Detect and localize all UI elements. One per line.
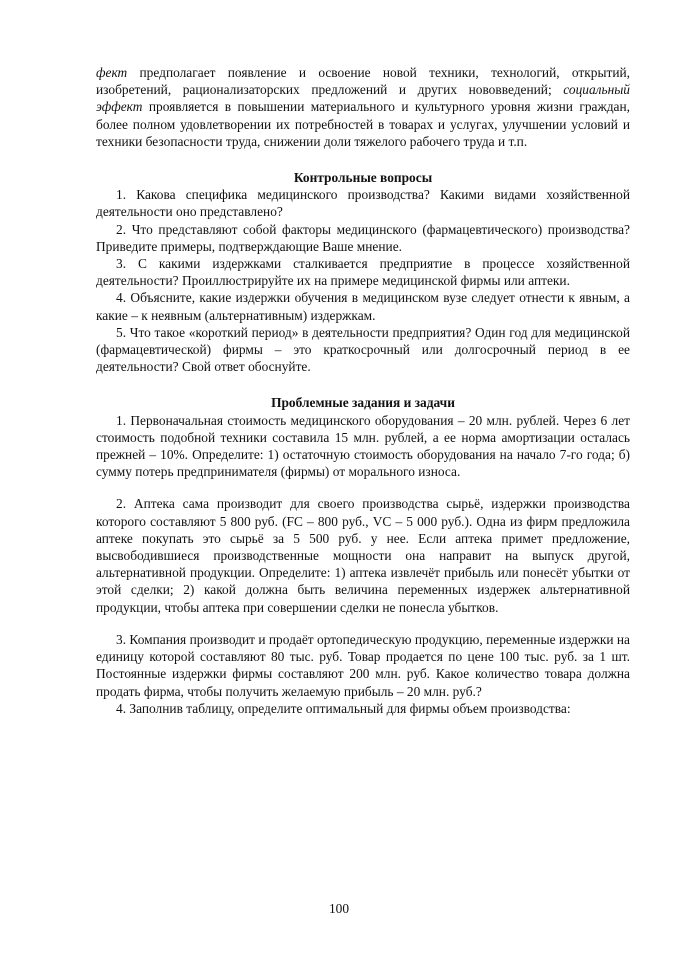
question-3: 3. С какими издержками сталкивается предприятие в процессе хозяйственной деятельности? Проиллюстрируйте их на примере медицинской фирмы или аптеки.	[96, 256, 630, 289]
task-2: 2. Аптека сама производит для своего производства сырьё, издержки производства которого составляют 5 800 руб. (FC – 800 руб., VC – 5 000 руб.). Одна из фирм предложила аптеке покупать это сырьё за 5 500 руб. у нее. Если аптека примет предложение, высвободившиеся производственные мощности она направит на выпуск другой, альтернативной продукции. Определите: 1) аптека извлечёт прибыль или понесёт убытки от этой сделки; 2) какой должна быть величина переменных издержек альтернативной продукции, чтобы аптека при совершении сделки не понесла убытков.	[96, 496, 630, 615]
page-content	[96, 64, 630, 717]
intro-italic-1: фект	[96, 65, 128, 80]
question-2: 2. Что представляют собой факторы медицинского (фармацевтического) производства? Приведите примеры, подтверждающие Ваше мнение.	[96, 221, 630, 254]
question-4: 4. Объясните, какие издержки обучения в медицинском вузе следует отнести к явным, а какие – к неявным (альтернативным) издержкам.	[96, 290, 630, 323]
intro-paragraph	[96, 64, 630, 150]
question-1: 1. Какова специфика медицинского производства? Какими видами хозяйственной деятельности оно представлено?	[96, 187, 630, 220]
intro-italic-2: социальный эффект	[96, 82, 630, 115]
question-5: 5. Что такое «короткий период» в деятельности предприятия? Один год для медицинской (фармацевтической) фирмы – это краткосрочный или долгосрочный период в ее деятельности? Свой ответ обоснуйте.	[96, 324, 630, 375]
questions-heading: Контрольные вопросы	[293, 170, 433, 186]
tasks-heading: Проблемные задания и задачи	[271, 395, 455, 411]
intro-text-2: проявляется в повышении материального и культурного уровня жизни граждан, более полном удовлетворении их потребностей в товарах и услугах, улучшении условий и техники безопасности труда, снижении доли тяжелого рабочего труда и т.п.	[96, 99, 630, 149]
intro-text-1: предполагает появление и освоение новой техники, технологий, открытий, изобретений, рационализаторских предложений и других нововведений;	[96, 65, 630, 98]
task-3: 3. Компания производит и продаёт ортопедическую продукцию, переменные издержки на единицу которой составляют 80 тыс. руб. Товар продается по цене 100 тыс. руб. за 1 шт. Постоянные издержки фирмы составляют 200 млн. руб. Какое количество товара должна продать фирма, чтобы получить желаемую прибыль – 20 млн. руб.?	[96, 631, 630, 699]
task-4: 4. Заполнив таблицу, определите оптимальный для фирмы объем производства:	[116, 700, 571, 716]
page-number: 100	[328, 901, 350, 916]
task-1: 1. Первоначальная стоимость медицинского оборудования – 20 млн. рублей. Через 6 лет стоимость подобной техники составила 15 млн. рублей, а ее норма амортизации осталась прежней – 10%. Определите: 1) остаточную стоимость оборудования на начало 7-го года; б) сумму потерь предпринимателя (фирмы) от морального износа.	[96, 412, 630, 480]
